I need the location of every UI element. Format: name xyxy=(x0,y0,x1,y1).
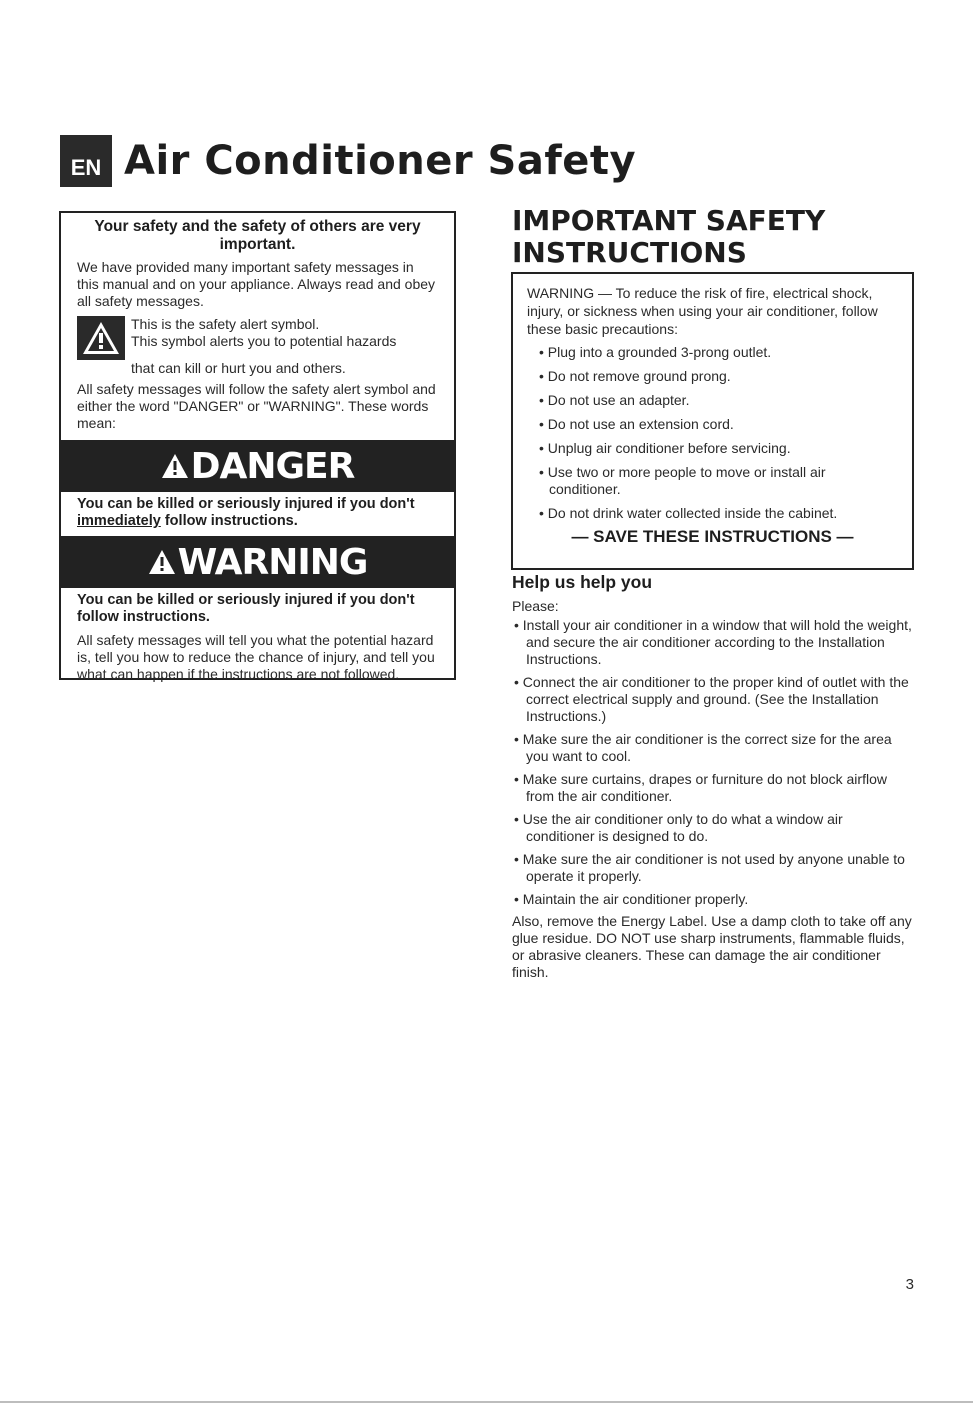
list-item: • Do not use an extension cord. xyxy=(539,416,734,432)
language-badge: EN xyxy=(60,135,112,187)
precautions-box xyxy=(511,272,914,570)
help-please: Please: xyxy=(512,598,559,614)
list-item: • Plug into a grounded 3-prong outlet. xyxy=(539,344,772,360)
list-item: • Use the air conditioner only to do what a window air conditioner is designed to do. xyxy=(514,811,843,844)
danger-desc-suffix: follow instructions. xyxy=(160,513,298,529)
help-heading: Help us help you xyxy=(512,572,653,592)
precaution-text: Use two or more people to move or install air conditioner. xyxy=(547,464,826,497)
list-item: • Make sure the air conditioner is not used by anyone unable to operate it properly. xyxy=(514,851,905,884)
help-list xyxy=(512,617,912,908)
safety-alert-icon xyxy=(77,316,125,360)
precautions-intro: WARNING — To reduce the risk of fire, electrical shock, injury, or sickness when using your air conditioner, follow these basic precautions: xyxy=(527,285,878,337)
help-item-text: Make sure the air conditioner is the correct size for the area you want to cool. xyxy=(522,731,892,764)
alert-symbol-text: This is the safety alert symbol. xyxy=(131,316,320,332)
warning-description: You can be killed or seriously injured if you don't follow instructions. xyxy=(77,592,415,625)
bottom-divider xyxy=(0,1401,973,1403)
warning-label: WARNING xyxy=(177,541,368,583)
precaution-text: Do not drink water collected inside the cabinet. xyxy=(547,505,838,521)
help-item-text: Use the air conditioner only to do what a window air conditioner is designed to do. xyxy=(522,811,843,844)
safety-info-box xyxy=(59,211,456,680)
help-item-text: Make sure curtains, drapes or furniture do not block airflow from the air conditioner. xyxy=(522,771,887,804)
list-item: • Do not drink water collected inside the cabinet. xyxy=(539,505,838,521)
list-item: • Make sure the air conditioner is the correct size for the area you want to cool. xyxy=(514,731,892,764)
precaution-text: Unplug air conditioner before servicing. xyxy=(547,440,791,456)
warning-signal-bar xyxy=(61,536,454,588)
danger-signal-bar xyxy=(61,440,454,492)
alert-symbol-row xyxy=(77,316,438,360)
danger-description xyxy=(61,492,454,534)
list-item: • Unplug air conditioner before servicing. xyxy=(539,440,791,456)
warning-alert-icon xyxy=(148,549,176,575)
precaution-text: Plug into a grounded 3-prong outlet. xyxy=(547,344,772,360)
precautions-list xyxy=(527,344,898,522)
danger-desc-emphasis: immediately xyxy=(77,513,161,529)
list-item: • Do not use an adapter. xyxy=(539,392,690,408)
help-item-text: Install your air conditioner in a window that will hold the weight, and secure the air conditioner according to the Installation Instructions. xyxy=(522,617,912,667)
danger-label: DANGER xyxy=(190,445,355,487)
list-item: • Make sure curtains, drapes or furniture do not block airflow from the air conditioner. xyxy=(514,771,887,804)
list-item: • Maintain the air conditioner properly. xyxy=(514,891,749,907)
help-section xyxy=(512,598,912,981)
precaution-text: Do not use an adapter. xyxy=(547,392,690,408)
safety-closing-text: All safety messages will tell you what the potential hazard is, tell you how to reduce the chance of injury, and tell you what can happen if the instructions are not followed. xyxy=(77,632,435,682)
alert-hazard-text: This symbol alerts you to potential hazards xyxy=(131,333,397,349)
safety-intro-text: We have provided many important safety messages in this manual and on your appliance. Always read and obey all safety messages. xyxy=(77,259,436,309)
list-item: • Use two or more people to move or install air conditioner. xyxy=(539,464,826,497)
alert-hazard-text-cont: that can kill or hurt you and others. xyxy=(131,360,346,376)
page-header xyxy=(60,132,636,190)
list-item: • Do not remove ground prong. xyxy=(539,368,731,384)
help-item-text: Connect the air conditioner to the proper kind of outlet with the correct electrical supply and ground. (See the Installation Instructions.) xyxy=(522,674,909,724)
danger-desc-prefix: You can be killed or seriously injured if you don't xyxy=(77,496,415,512)
precaution-text: Do not remove ground prong. xyxy=(547,368,731,384)
danger-alert-icon xyxy=(161,453,189,479)
list-item: • Install your air conditioner in a window that will hold the weight, and secure the air conditioner according to the Installation Instructions. xyxy=(514,617,912,667)
help-item-text: Make sure the air conditioner is not used by anyone unable to operate it properly. xyxy=(522,851,905,884)
page-title: Air Conditioner Safety xyxy=(124,138,637,184)
precaution-text: Do not use an extension cord. xyxy=(547,416,734,432)
safety-words-text: All safety messages will follow the safety alert symbol and either the word "DANGER" or "WARNING". These words mean: xyxy=(77,381,436,431)
help-item-text: Maintain the air conditioner properly. xyxy=(522,891,749,907)
save-instructions-text: — SAVE THESE INSTRUCTIONS — xyxy=(571,527,854,546)
help-closing-text: Also, remove the Energy Label. Use a damp cloth to take off any glue residue. DO NOT use sharp instruments, flammable fluids, or abrasive cleaners. These can damage the air conditioner finish. xyxy=(512,913,912,980)
safety-heading: Your safety and the safety of others are very important. xyxy=(94,218,421,253)
page-number: 3 xyxy=(905,1276,914,1293)
list-item: • Connect the air conditioner to the proper kind of outlet with the correct electrical supply and ground. (See the Installation Instructions.) xyxy=(514,674,909,724)
important-instructions-heading: IMPORTANT SAFETY INSTRUCTIONS xyxy=(512,204,826,269)
